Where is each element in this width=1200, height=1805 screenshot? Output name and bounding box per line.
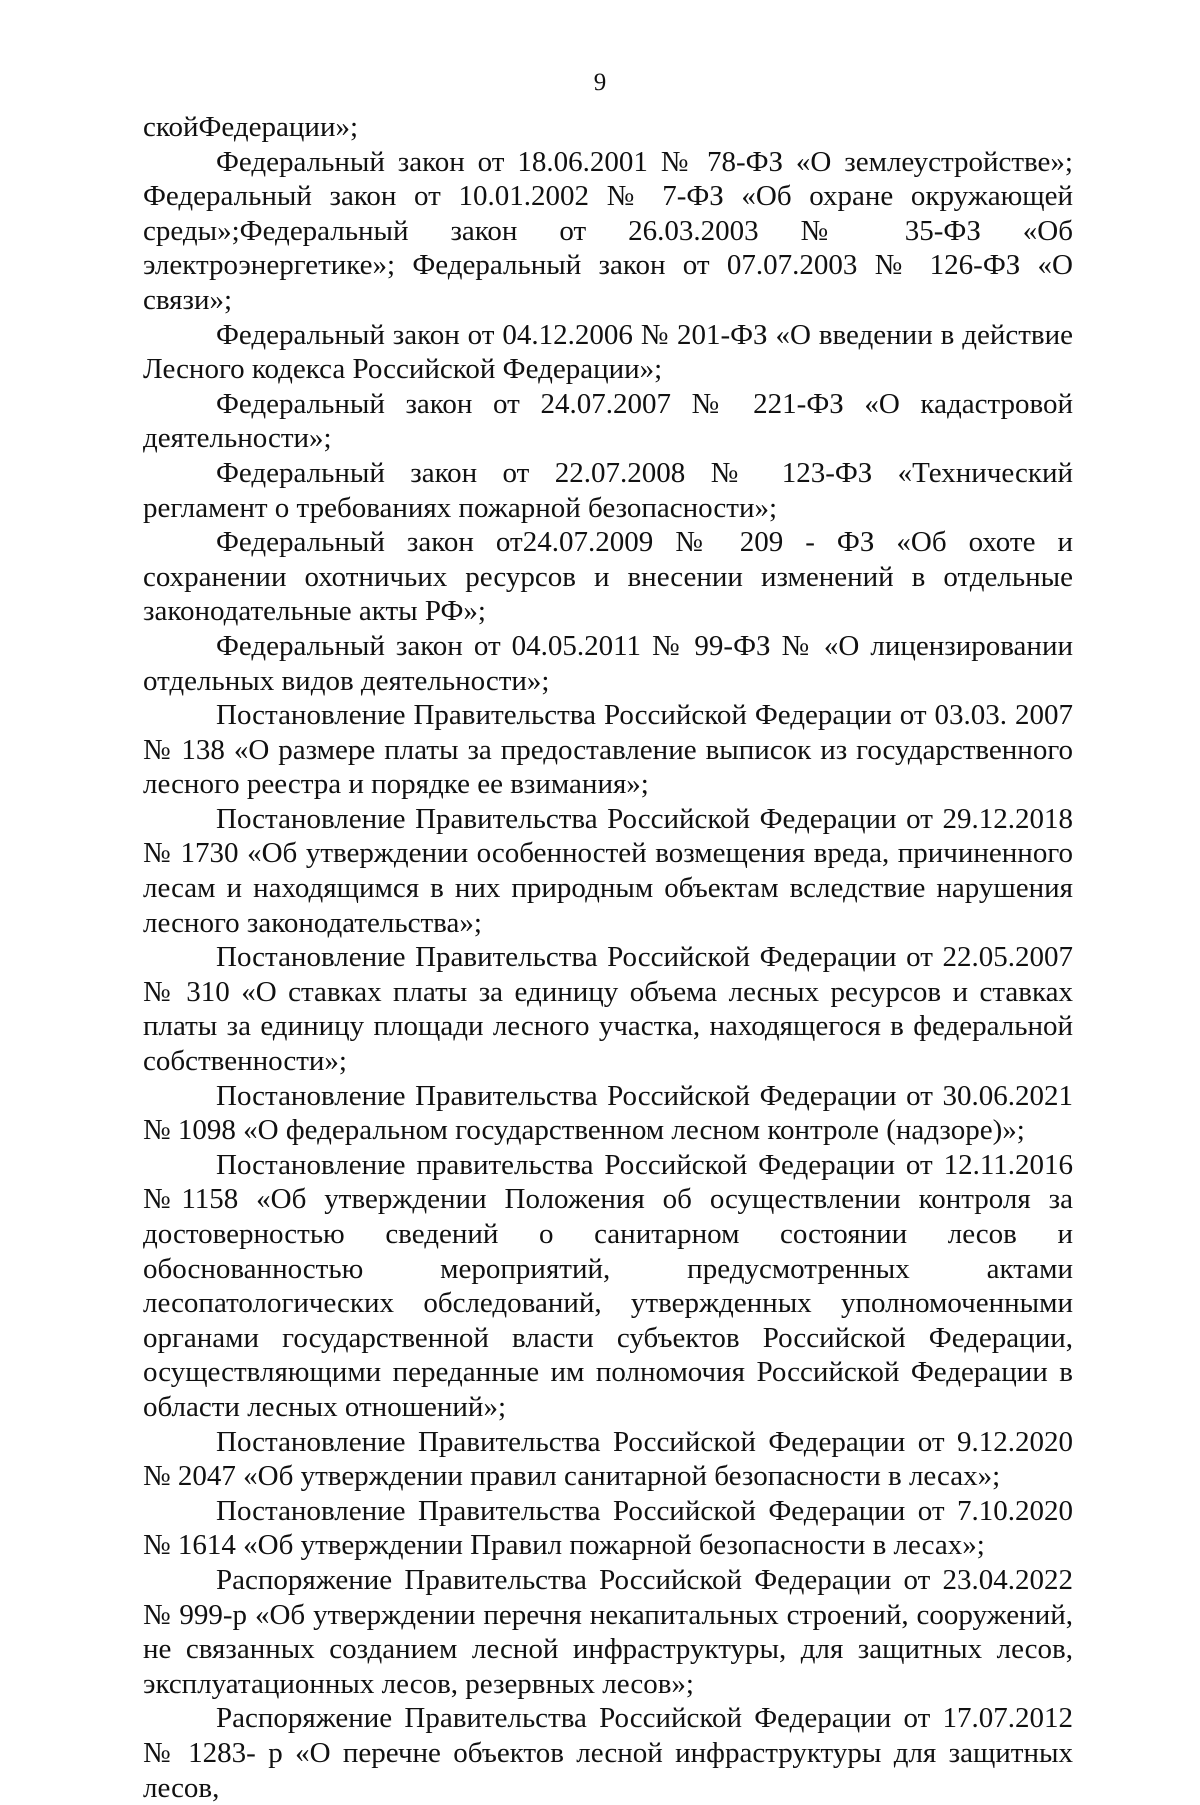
paragraph: Федеральный закон от 04.05.2011 № 99-ФЗ № «О лицензировании отдельных видов деятельности»; xyxy=(143,629,1073,697)
paragraph: Постановление Правительства Российской Федерации от 7.10.2020 № 1614 «Об утверждении Правил пожарной безопасности в лесах»; xyxy=(143,1494,1073,1562)
paragraph: Постановление Правительства Российской Федерации от 03.03. 2007 № 138 «О размере платы за предоставление выписок из государственного лесного реестра и порядке ее взимания»; xyxy=(143,699,1073,801)
paragraph: Распоряжение Правительства Российской Федерации от 23.04.2022 № 999-р «Об утверждении перечня некапитальных строений, сооружений, не связанных созданием лесной инфраструктуры, для защитных лесов, эксплуатационных лесов, резервных лесов»; xyxy=(143,1563,1073,1700)
paragraph: Федеральный закон от 04.12.2006 № 201-ФЗ «О введении в действие Лесного кодекса Российской Федерации»; xyxy=(143,318,1073,386)
paragraph: Федеральный закон от24.07.2009 № 209 - ФЗ «Об охоте и сохранении охотничьих ресурсов и внесении изменений в отдельные законодательные акты РФ»; xyxy=(143,526,1073,628)
paragraph: Постановление Правительства Российской Федерации от 9.12.2020 № 2047 «Об утверждении правил санитарной безопасности в лесах»; xyxy=(143,1425,1073,1493)
paragraph: скойФедерации»; xyxy=(143,111,359,143)
paragraph: Постановление Правительства Российской Федерации от 29.12.2018 № 1730 «Об утверждении особенностей возмещения вреда, причиненного лесам и находящимся в них природным объектам вследствие нарушения лесного законодательства»; xyxy=(143,802,1073,939)
paragraph: Федеральный закон от 18.06.2001 № 78-ФЗ «О землеустройстве»; Федеральный закон от 10.01.2002 № 7-ФЗ «Об охране окружающей среды»;Федеральный закон от 26.03.2003 № 35-ФЗ «Об электроэнергетике»; Федеральный закон от 07.07.2003 № 126-ФЗ «О связи»; xyxy=(143,145,1073,316)
paragraph: Постановление Правительства Российской Федерации от 22.05.2007 № 310 «О ставках платы за единицу объема лесных ресурсов и ставках платы за единицу площади лесного участка, находящегося в федеральной собственности»; xyxy=(143,941,1073,1078)
paragraph: Постановление правительства Российской Федерации от 12.11.2016 №1158 «Об утверждении Положения об осуществлении контроля за достоверностью сведений о санитарном состоянии лесов и обоснованностью мероприятий, предусмотренных актами лесопатологических обследований, утвержденных уполномоченными органами государственной власти субъектов Российской Федерации, осуществляющими переданные им полномочия Российской Федерации в области лесных отношений»; xyxy=(143,1148,1073,1423)
paragraph: Постановление Правительства Российской Федерации от 30.06.2021 № 1098 «О федеральном государственном лесном контроле (надзоре)»; xyxy=(143,1079,1073,1147)
document-body xyxy=(143,110,1073,1805)
paragraph: Федеральный закон от 22.07.2008 № 123-ФЗ «Технический регламент о требованиях пожарной безопасности»; xyxy=(143,456,1073,524)
paragraph: Федеральный закон от 24.07.2007 № 221-ФЗ «О кадастровой деятельности»; xyxy=(143,387,1073,455)
page-number: 9 xyxy=(593,69,607,96)
paragraph: Распоряжение Правительства Российской Федерации от 17.07.2012 № 1283- р «О перечне объектов лесной инфраструктуры для защитных лесов, xyxy=(143,1702,1073,1804)
